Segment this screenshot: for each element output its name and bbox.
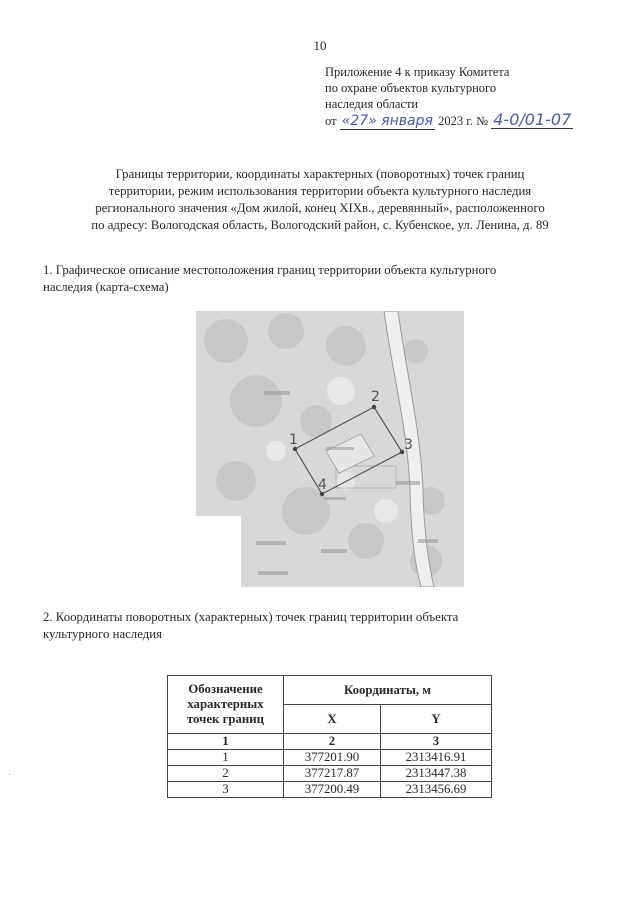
- document-heading: [40, 166, 600, 234]
- section-1-line-1: 1. Графическое описание местоположения границ территории объекта культурного: [43, 263, 497, 277]
- cell-y: 2313456.69: [381, 782, 492, 798]
- column-number-3: 3: [381, 734, 492, 750]
- scan-margin-mark: ·: [8, 770, 12, 781]
- table-row: [168, 750, 492, 766]
- appendix-date-line: [325, 112, 625, 130]
- cell-point: 1: [168, 750, 284, 766]
- header-x: X: [284, 705, 381, 734]
- header-coordinates: Координаты, м: [284, 676, 492, 705]
- column-number-1: 1: [168, 734, 284, 750]
- table-row: [168, 782, 492, 798]
- page-number: 10: [313, 38, 327, 53]
- point-label-3: 3: [404, 437, 413, 453]
- cell-x: 377217.87: [284, 766, 381, 782]
- appendix-line-1: Приложение 4 к приказу Комитета: [325, 65, 510, 79]
- section-1-title: [43, 262, 613, 296]
- heading-line-1: Границы территории, координаты характерных (поворотных) точек границ: [115, 167, 525, 181]
- table-row: [168, 766, 492, 782]
- point-label-2: 2: [371, 389, 380, 405]
- cell-x: 377200.49: [284, 782, 381, 798]
- coordinates-table: [167, 675, 492, 798]
- cell-point: 2: [168, 766, 284, 782]
- heading-line-3: регионального значения «Дом жилой, конец XIXв., деревянный», расположенного: [95, 201, 545, 215]
- handwritten-date: «27» января: [341, 113, 433, 129]
- boundary-point-2: [372, 405, 376, 409]
- appendix-line-3: наследия области: [325, 97, 419, 111]
- appendix-line-2: по охране объектов культурного: [325, 81, 497, 95]
- table-column-numbers-row: [168, 734, 492, 750]
- year-suffix: 2023 г. №: [438, 114, 489, 128]
- cell-y: 2313447.38: [381, 766, 492, 782]
- cell-x: 377201.90: [284, 750, 381, 766]
- heading-line-4: по адресу: Вологодская область, Вологодский район, с. Кубенское, ул. Ленина, д. 89: [91, 218, 549, 232]
- cell-point: 3: [168, 782, 284, 798]
- heading-line-2: территории, режим использования территории объекта культурного наследия: [108, 184, 532, 198]
- map-blank-corner: [196, 516, 241, 587]
- header-y: Y: [381, 705, 492, 734]
- table-header-row: [168, 676, 492, 705]
- territory-map: [196, 311, 464, 587]
- section-2-line-1: 2. Координаты поворотных (характерных) точек границ территории объекта: [43, 610, 459, 624]
- column-number-2: 2: [284, 734, 381, 750]
- section-2-title: [43, 609, 613, 643]
- point-label-1: 1: [289, 432, 298, 448]
- section-1-line-2: наследия (карта-схема): [43, 280, 169, 294]
- section-2-line-2: культурного наследия: [43, 627, 162, 641]
- point-label-4: 4: [318, 477, 327, 493]
- cell-y: 2313416.91: [381, 750, 492, 766]
- handwritten-order-number: 4-0/01-07: [493, 110, 572, 129]
- appendix-reference: [325, 64, 625, 130]
- header-designation: Обозначение характерных точек границ: [168, 676, 284, 734]
- from-prefix: от: [325, 114, 337, 128]
